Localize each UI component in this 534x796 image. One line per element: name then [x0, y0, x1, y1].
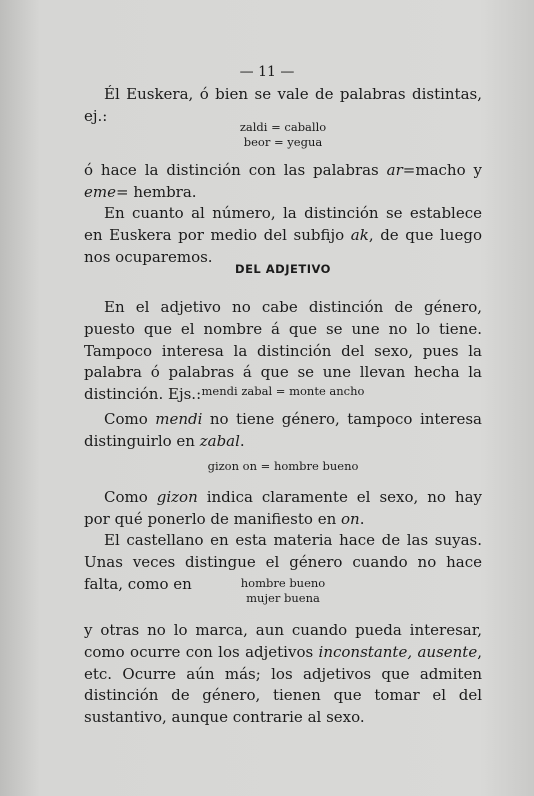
paragraph-numero: En cuanto al número, la distinción se establece en Euskera por medio del subfijo ak, de que luego nos ocuparemos.: [84, 204, 482, 266]
example-line: zaldi = caballo: [239, 120, 327, 134]
example-zaldi-beor: [84, 120, 482, 150]
example-hombre-mujer: hombre bueno mujer buena: [240, 576, 326, 605]
example-line: beor = yegua: [243, 135, 323, 149]
page-number: — 11 —: [239, 64, 295, 80]
paragraph-adjetivo: En el adjetivo no cabe distinción de género, puesto que el nombre á que se une no lo tiene. Tampoco interesa la distinción del sexo, pues la palabra ó palabras á que se une llevan hecha la distinción. Ejs.:: [84, 298, 482, 404]
paragraph-ar-eme: ó hace la distinción con las palabras ar=macho y eme= hembra.: [84, 161, 482, 201]
paragraph-inconstante: y otras no lo marca, aun cuando pueda interesar, como ocurre con los adjetivos inconstante, ausente, etc. Ocurre aún más; los adjetivos que admiten distinción de género, tienen que tomar el del sustantivo, aunque contrarie al sexo.: [84, 621, 482, 727]
paragraph-intro: Él Euskera, ó bien se vale de palabras distintas, ej.:: [84, 85, 482, 125]
paragraph-gizon: Como gizon indica claramente el sexo, no hay por qué ponerlo de manifiesto en on.: [84, 488, 483, 528]
paragraph-castellano: El castellano en esta materia hace de las suyas. Unas veces distingue el género cuando no hace falta, como en: [84, 531, 482, 593]
example-gizon-on: gizon on = hombre bueno: [207, 459, 359, 473]
section-heading: DEL ADJETIVO: [235, 262, 331, 276]
paragraph-mendi: Como mendi no tiene género, tampoco interesa distinguirlo en zabal.: [84, 410, 482, 450]
example-mendi-zabal: mendi zabal = monte ancho: [201, 384, 365, 398]
